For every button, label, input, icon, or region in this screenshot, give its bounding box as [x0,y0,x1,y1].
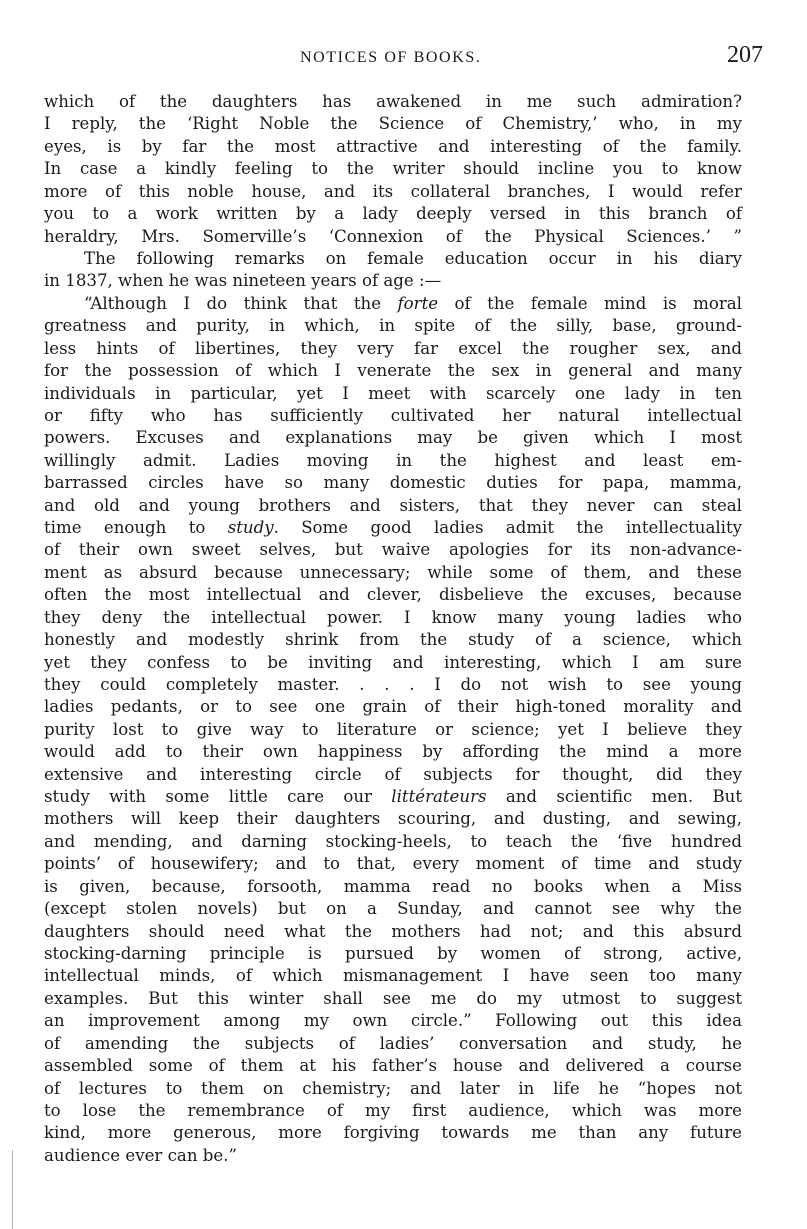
text-run: yet they confess to be inviting and interesting, which I am sure [44,652,742,672]
text-run: daughters should need what the mothers had not; and this absurd [44,921,742,941]
text-line [44,226,742,248]
text-run: you to a work written by a lady deeply versed in this branch of [44,204,742,224]
text-run: In case a kindly feeling to the writer should incline you to know [44,159,742,179]
text-line [44,629,742,651]
text-run: extensive and interesting circle of subjects for thought, did they [44,764,742,784]
text-run: barrassed circles have so many domestic duties for papa, mamma, [44,473,742,493]
text-run: often the most intellectual and clever, disbelieve the excuses, because [44,585,742,605]
text-line [44,360,742,382]
text-run: they could completely master. . . . I do not wish to see young [44,674,742,694]
text-line [44,1122,742,1144]
text-run: in 1837, when he was nineteen years of age :— [44,271,442,291]
text-line [44,943,742,965]
text-line [44,696,742,718]
text-run: kind, more generous, more forgiving towards me than any future [44,1123,742,1143]
text-line [44,405,742,427]
text-run: of the female mind is moral [438,293,742,313]
text-line [44,1145,742,1167]
text-line [44,1033,742,1055]
text-line [44,158,742,180]
text-run: examples. But this winter shall see me do my utmost to suggest [44,988,742,1008]
text-line [44,91,742,113]
text-line [44,270,742,292]
text-line [44,808,742,830]
text-line [44,1100,742,1122]
text-run: stocking-darning principle is pursued by women of strong, active, [44,944,742,963]
text-run: . Some good ladies admit the intellectuality [273,518,742,537]
text-run: intellectual minds, of which mismanagement I have seen too many [44,966,742,986]
text-run: would add to their own happiness by affording the mind a more [44,742,742,762]
text-run: greatness and purity, in which, in spite of the silly, base, ground- [44,316,742,336]
text-run: and old and young brothers and sisters, that they never can steal [44,495,742,515]
text-run: The following remarks on female education occur in his diary [84,248,742,268]
text-run: and mending, and darning stocking-heels, to teach the ‘five hundred [44,831,742,851]
text-line [44,181,742,203]
text-line [44,1055,742,1077]
text-line [44,786,742,808]
text-line [44,338,742,360]
text-line [44,1078,742,1100]
text-line [44,315,742,337]
text-line [44,383,742,405]
text-line [44,113,742,135]
text-run: I reply, the ‘Right Noble the Science of Chemistry,’ who, in my [44,114,742,134]
text-line [44,674,742,696]
text-line [44,539,742,561]
text-line [44,584,742,606]
text-run: less hints of libertines, they very far excel the rougher sex, and [44,338,742,358]
text-line [44,921,742,943]
text-run: or fifty who has sufficiently cultivated her natural intellectual [44,405,742,425]
text-line [44,719,742,741]
page-number: 207 [727,42,763,68]
text-line [44,472,742,494]
text-line [44,203,742,225]
text-run: of their own sweet selves, but waive apologies for its non-advance- [44,540,742,560]
text-run: (except stolen novels) but on a Sunday, and cannot see why the [44,899,742,919]
text-run: which of the daughters has awakened in me such admiration? [44,92,742,111]
text-run: ment as absurd because unnecessary; while some of them, and these [44,562,742,582]
text-line [44,876,742,898]
text-line [84,248,742,270]
text-line [44,517,742,539]
text-run: time enough to [44,518,228,537]
italic-text: littérateurs [391,787,487,806]
text-run: more of this noble house, and its collateral branches, I would refer [44,181,742,201]
text-run: audience ever can be.” [44,1145,237,1165]
text-line [44,853,742,875]
text-line [44,988,742,1010]
text-line [84,293,742,315]
text-run: study with some little care our [44,787,392,806]
text-line [44,495,742,517]
text-run: eyes, is by far the most attractive and interesting of the family. [44,136,742,156]
text-run: individuals in particular, yet I meet with scarcely one lady in ten [44,383,742,403]
text-run: powers. Excuses and explanations may be given which I most [44,428,742,448]
text-run: of lectures to them on chemistry; and later in life he “hopes not [44,1078,742,1098]
text-line [44,1010,742,1032]
text-run: “Although I do think that the [84,293,398,313]
text-run: for the possession of which I venerate the sex in general and many [44,361,742,380]
text-run: assembled some of them at his father’s house and delivered a course [44,1056,742,1076]
margin-rule [12,1150,13,1229]
text-line [44,427,742,449]
text-run: points’ of housewifery; and to that, every moment of time and study [44,854,742,874]
text-line [44,562,742,584]
text-line [44,607,742,629]
text-run: honestly and modestly shrink from the study of a science, which [44,630,742,650]
text-run: heraldry, Mrs. Somerville’s ‘Connexion of the Physical Sciences.’ ” [44,226,742,246]
text-line [44,136,742,158]
text-run: and scientific men. But [486,787,743,806]
text-line [44,450,742,472]
text-run: they deny the intellectual power. I know many young ladies who [44,607,742,627]
text-line [44,898,742,920]
text-line [44,741,742,763]
text-run: mothers will keep their daughters scouring, and dusting, and sewing, [44,809,742,829]
text-run: of amending the subjects of ladies’ conversation and study, he [44,1033,742,1053]
text-line [44,965,742,987]
text-run: willingly admit. Ladies moving in the highest and least em- [44,450,742,470]
text-run: is given, because, forsooth, mamma read no books when a Miss [44,876,742,896]
text-line [44,831,742,853]
text-run: an improvement among my own circle.” Following out this idea [44,1011,742,1031]
text-line [44,652,742,674]
text-line [44,764,742,786]
italic-text: forte [397,293,439,313]
text-run: to lose the remembrance of my first audience, which was more [44,1100,742,1120]
italic-text: study [227,518,274,537]
running-title: NOTICES OF BOOKS. [300,49,482,66]
text-run: purity lost to give way to literature or science; yet I believe they [44,719,742,739]
text-run: ladies pedants, or to see one grain of their high-toned morality and [44,697,742,717]
